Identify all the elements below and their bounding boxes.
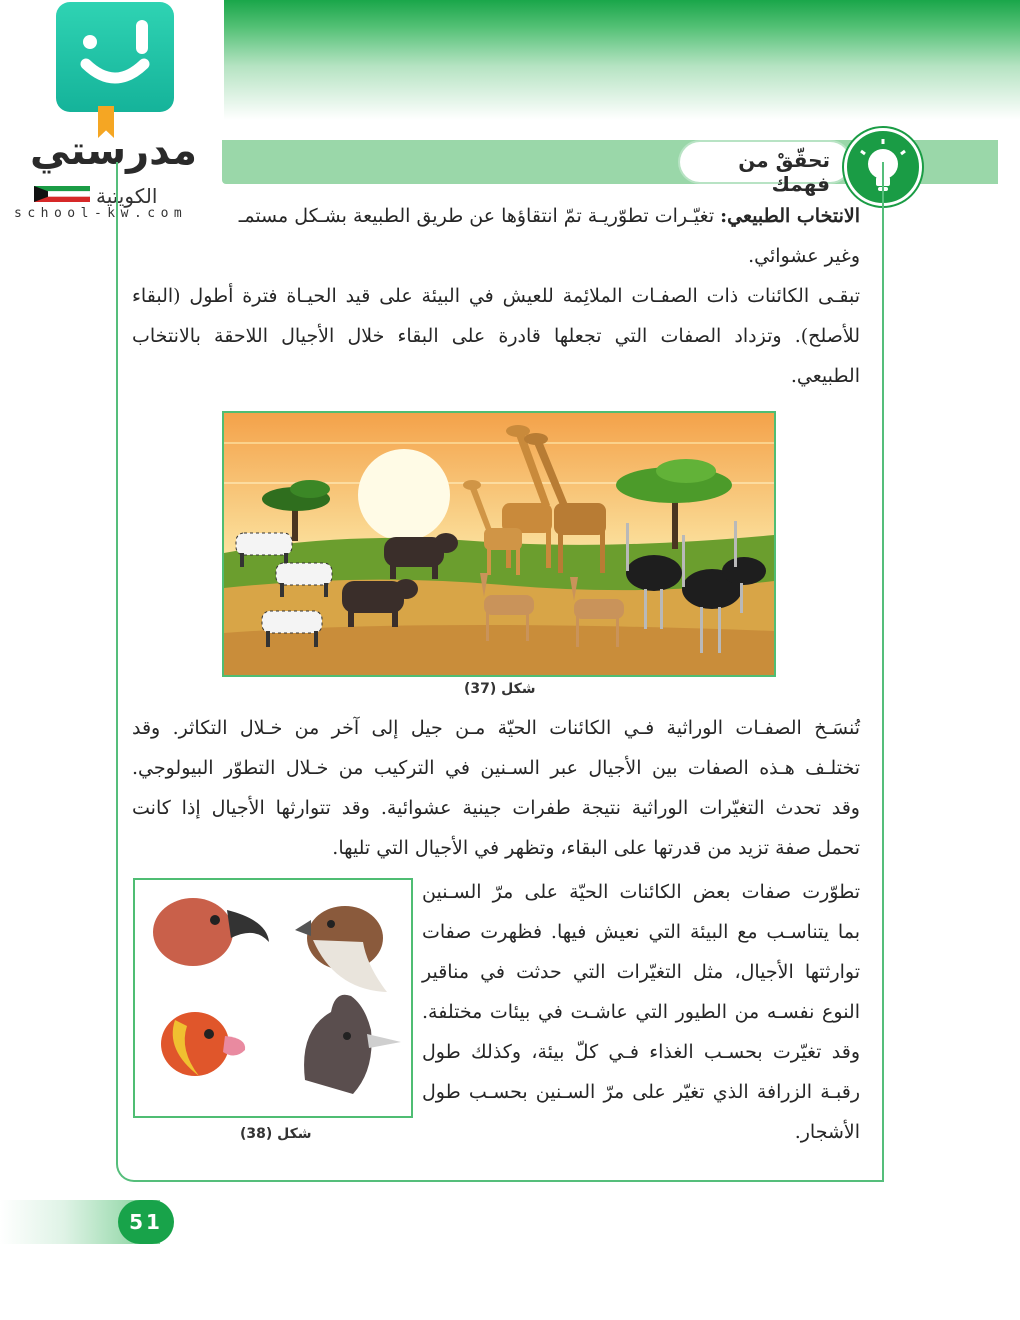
paragraph-adaptation xyxy=(422,872,860,1152)
text-line: وقد تحدث التغيّرات الوراثية نتيجة طفرات جينية عشوائية. وقد تتوارثها الأجيال إذا كانت xyxy=(132,797,860,819)
text-line: تحمل صفة تزيد من قدرتها على البقاء، وتظهر في الأجيال التي تليها. xyxy=(332,837,860,859)
text-line: توارثتها الأجيال، مثل التغيّرات التي حدثت في مناقير xyxy=(422,961,860,983)
logo-title: مدرستي xyxy=(30,128,198,174)
logo-book-icon xyxy=(56,2,174,112)
text-line: تطوّرت صفات بعض الكائنات الحيّة على مرّ السـنين xyxy=(422,881,860,903)
definition-text: تغيّـرات تطوّريـة تمّ انتقاؤها عن طريق الطبيعة بشـكل مستمـ xyxy=(238,205,715,227)
bird-head-icon xyxy=(161,1012,245,1076)
bird-beaks-figure xyxy=(133,878,413,1118)
definition-line-2: وغير عشوائي. xyxy=(748,245,860,267)
section-title: تحقّقْ من فهمك xyxy=(738,148,830,196)
text-line: تختلـف هـذه الصفات بين الأجيال عبر السـنين في التركيب من خـلال التطوّر البيولوجي. xyxy=(132,757,860,779)
figure-38-caption: شكل (38) xyxy=(240,1126,312,1142)
bird-head-icon xyxy=(153,898,269,966)
page-number: 51 xyxy=(118,1200,174,1244)
bird-head-icon xyxy=(304,995,401,1094)
top-gradient-band xyxy=(190,0,1020,120)
bird-head-icon xyxy=(295,906,387,992)
kuwait-flag-icon xyxy=(34,186,90,202)
definition-term: الانتخاب الطبيعي: xyxy=(720,205,860,227)
text-line: النوع نفسـه من الطيور التي عاشـت في بيئات مختلفة. xyxy=(422,1001,860,1023)
text-line: الأشجار. xyxy=(794,1121,860,1143)
text-line: وقد تغيّرت بحسـب الغذاء فـي كلّ بيئة، وكذلك طول xyxy=(422,1041,860,1063)
paragraph-survival xyxy=(132,276,860,396)
figure-37-caption: شكل (37) xyxy=(464,681,536,697)
text-line: بما يتناسـب مع البيئة التي نعيش فيها. فظهرت صفات xyxy=(422,921,860,943)
logo-url: school-kw.com xyxy=(14,206,188,221)
text-line: رقبـة الزرافة الذي تغيّر على مرّ السـنين بحسـب طول xyxy=(422,1081,860,1103)
savanna-figure xyxy=(222,411,776,677)
text-line: الطبيعي. xyxy=(790,365,860,387)
paragraph-inheritance xyxy=(132,708,860,868)
text-line: تُنسَـخ الصفـات الوراثية فـي الكائنات الحيّة مـن جيل إلى آخر من خـلال التكاثر. وقد xyxy=(132,717,860,739)
text-line: للأصلح). وتزداد الصفات التي تجعلها قادرة على البقاء خلال الأجيال اللاحقة بالانتخاب xyxy=(132,325,860,347)
text-line: تبقـى الكائنات ذات الصفـات الملائِمة للعيش في البيئة على قيد الحيـاة فترة أطول (البقاء xyxy=(132,285,860,307)
logo-subtitle: الكويتية xyxy=(96,184,158,208)
definition-line xyxy=(226,196,860,236)
sun-icon xyxy=(358,449,450,541)
